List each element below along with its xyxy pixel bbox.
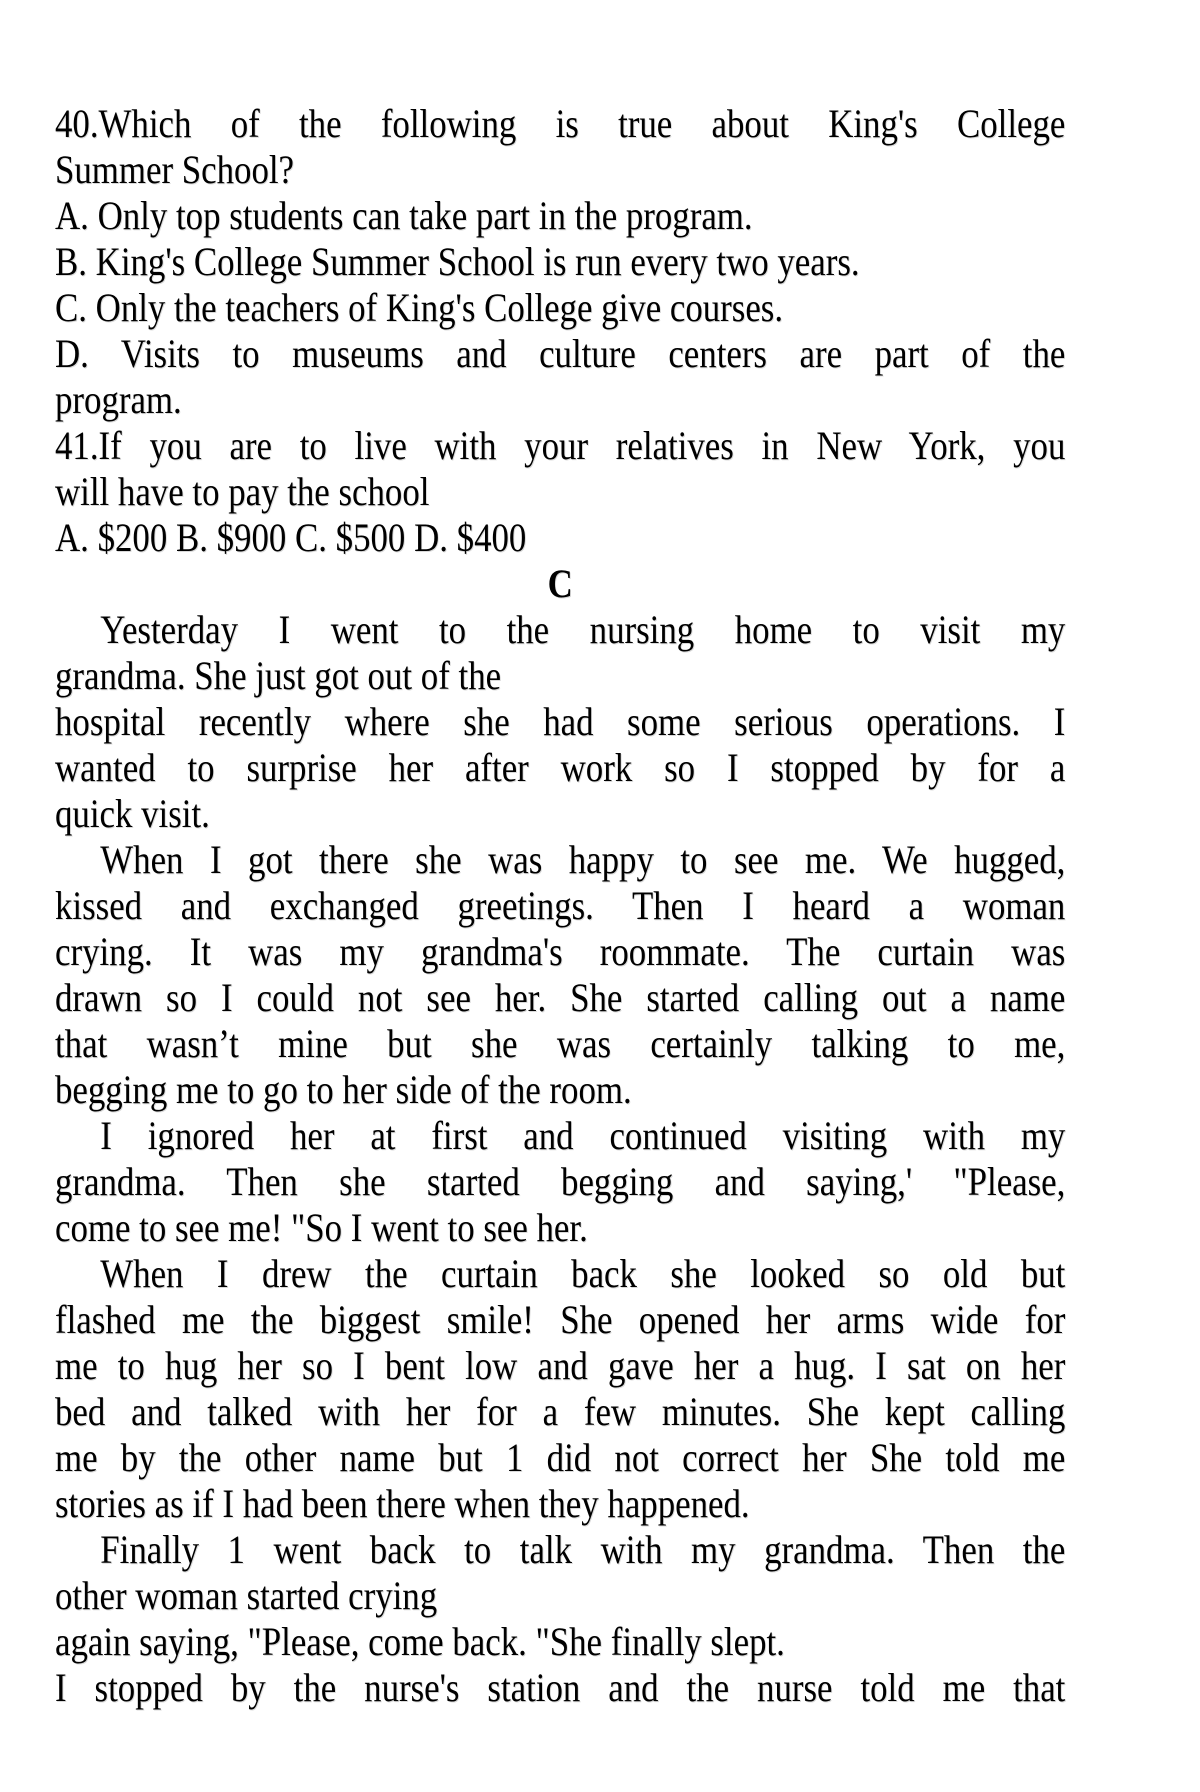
text-line: kissed and exchanged greetings. Then I heard a woman — [55, 883, 1066, 928]
text-line: wanted to surprise her after work so I stopped by for a — [55, 745, 1066, 790]
text-line: C — [547, 561, 573, 606]
passage-paragraph-2 — [55, 699, 1065, 837]
passage-c-heading — [55, 561, 1065, 607]
question-40-option-a — [55, 193, 1065, 239]
text-line: that wasn’t mine but she was certainly talking to me, — [55, 1021, 1066, 1066]
text-line: hospital recently where she had some serious operations. I — [55, 699, 1066, 744]
question-40-option-b — [55, 239, 1065, 285]
text-line: When I got there she was happy to see me. We hugged, — [100, 837, 1066, 882]
text-line: D. Visits to museums and culture centers are part of the — [55, 331, 1066, 376]
text-line: crying. It was my grandma's roommate. The curtain was — [55, 929, 1066, 974]
text-line: A. $200 B. $900 C. $500 D. $400 — [55, 515, 527, 560]
text-line: drawn so I could not see her. She started calling out a name — [55, 975, 1066, 1020]
question-41-options — [55, 515, 1065, 561]
text-line: stories as if I had been there when they happened. — [55, 1481, 750, 1526]
document — [55, 101, 1065, 1711]
text-line: B. King's College Summer School is run every two years. — [55, 239, 860, 284]
passage-paragraph-4 — [55, 1113, 1065, 1251]
text-line: A. Only top students can take part in the program. — [55, 193, 753, 238]
passage-paragraph-6 — [55, 1527, 1065, 1619]
text-line: begging me to go to her side of the room. — [55, 1067, 632, 1112]
question-40-option-d — [55, 331, 1065, 423]
passage-paragraph-8 — [55, 1665, 1065, 1711]
question-40-option-c — [55, 285, 1065, 331]
passage-paragraph-3 — [55, 837, 1065, 1113]
text-line: I ignored her at first and continued visiting with my — [100, 1113, 1066, 1158]
text-line: grandma. She just got out of the — [55, 653, 502, 698]
text-line: will have to pay the school — [55, 469, 430, 514]
text-line: bed and talked with her for a few minutes. She kept calling — [55, 1389, 1066, 1434]
text-line: Summer School? — [55, 147, 295, 192]
question-41-stem — [55, 423, 1065, 515]
text-line: program. — [55, 377, 182, 422]
text-line: I stopped by the nurse's station and the nurse told me that — [55, 1665, 1066, 1710]
text-line: C. Only the teachers of King's College give courses. — [55, 285, 784, 330]
passage-paragraph-5 — [55, 1251, 1065, 1527]
text-line: 41.If you are to live with your relatives in New York, you — [55, 423, 1066, 468]
text-line: When I drew the curtain back she looked so old but — [100, 1251, 1066, 1296]
question-40-stem — [55, 101, 1065, 193]
text-line: flashed me the biggest smile! She opened her arms wide for — [55, 1297, 1066, 1342]
text-line: Yesterday I went to the nursing home to visit my — [100, 607, 1066, 652]
text-line: 40.Which of the following is true about King's College — [55, 101, 1066, 146]
passage-paragraph-7 — [55, 1619, 1065, 1665]
text-line: quick visit. — [55, 791, 210, 836]
text-line: again saying, "Please, come back. "She finally slept. — [55, 1619, 785, 1664]
text-line: Finally 1 went back to talk with my grandma. Then the — [100, 1527, 1066, 1572]
text-line: grandma. Then she started begging and saying,' "Please, — [55, 1159, 1066, 1204]
text-line: me to hug her so I bent low and gave her a hug. I sat on her — [55, 1343, 1066, 1388]
text-line: other woman started crying — [55, 1573, 438, 1618]
passage-paragraph-1 — [55, 607, 1065, 699]
text-line: me by the other name but 1 did not correct her She told me — [55, 1435, 1066, 1480]
text-line: come to see me! "So I went to see her. — [55, 1205, 588, 1250]
